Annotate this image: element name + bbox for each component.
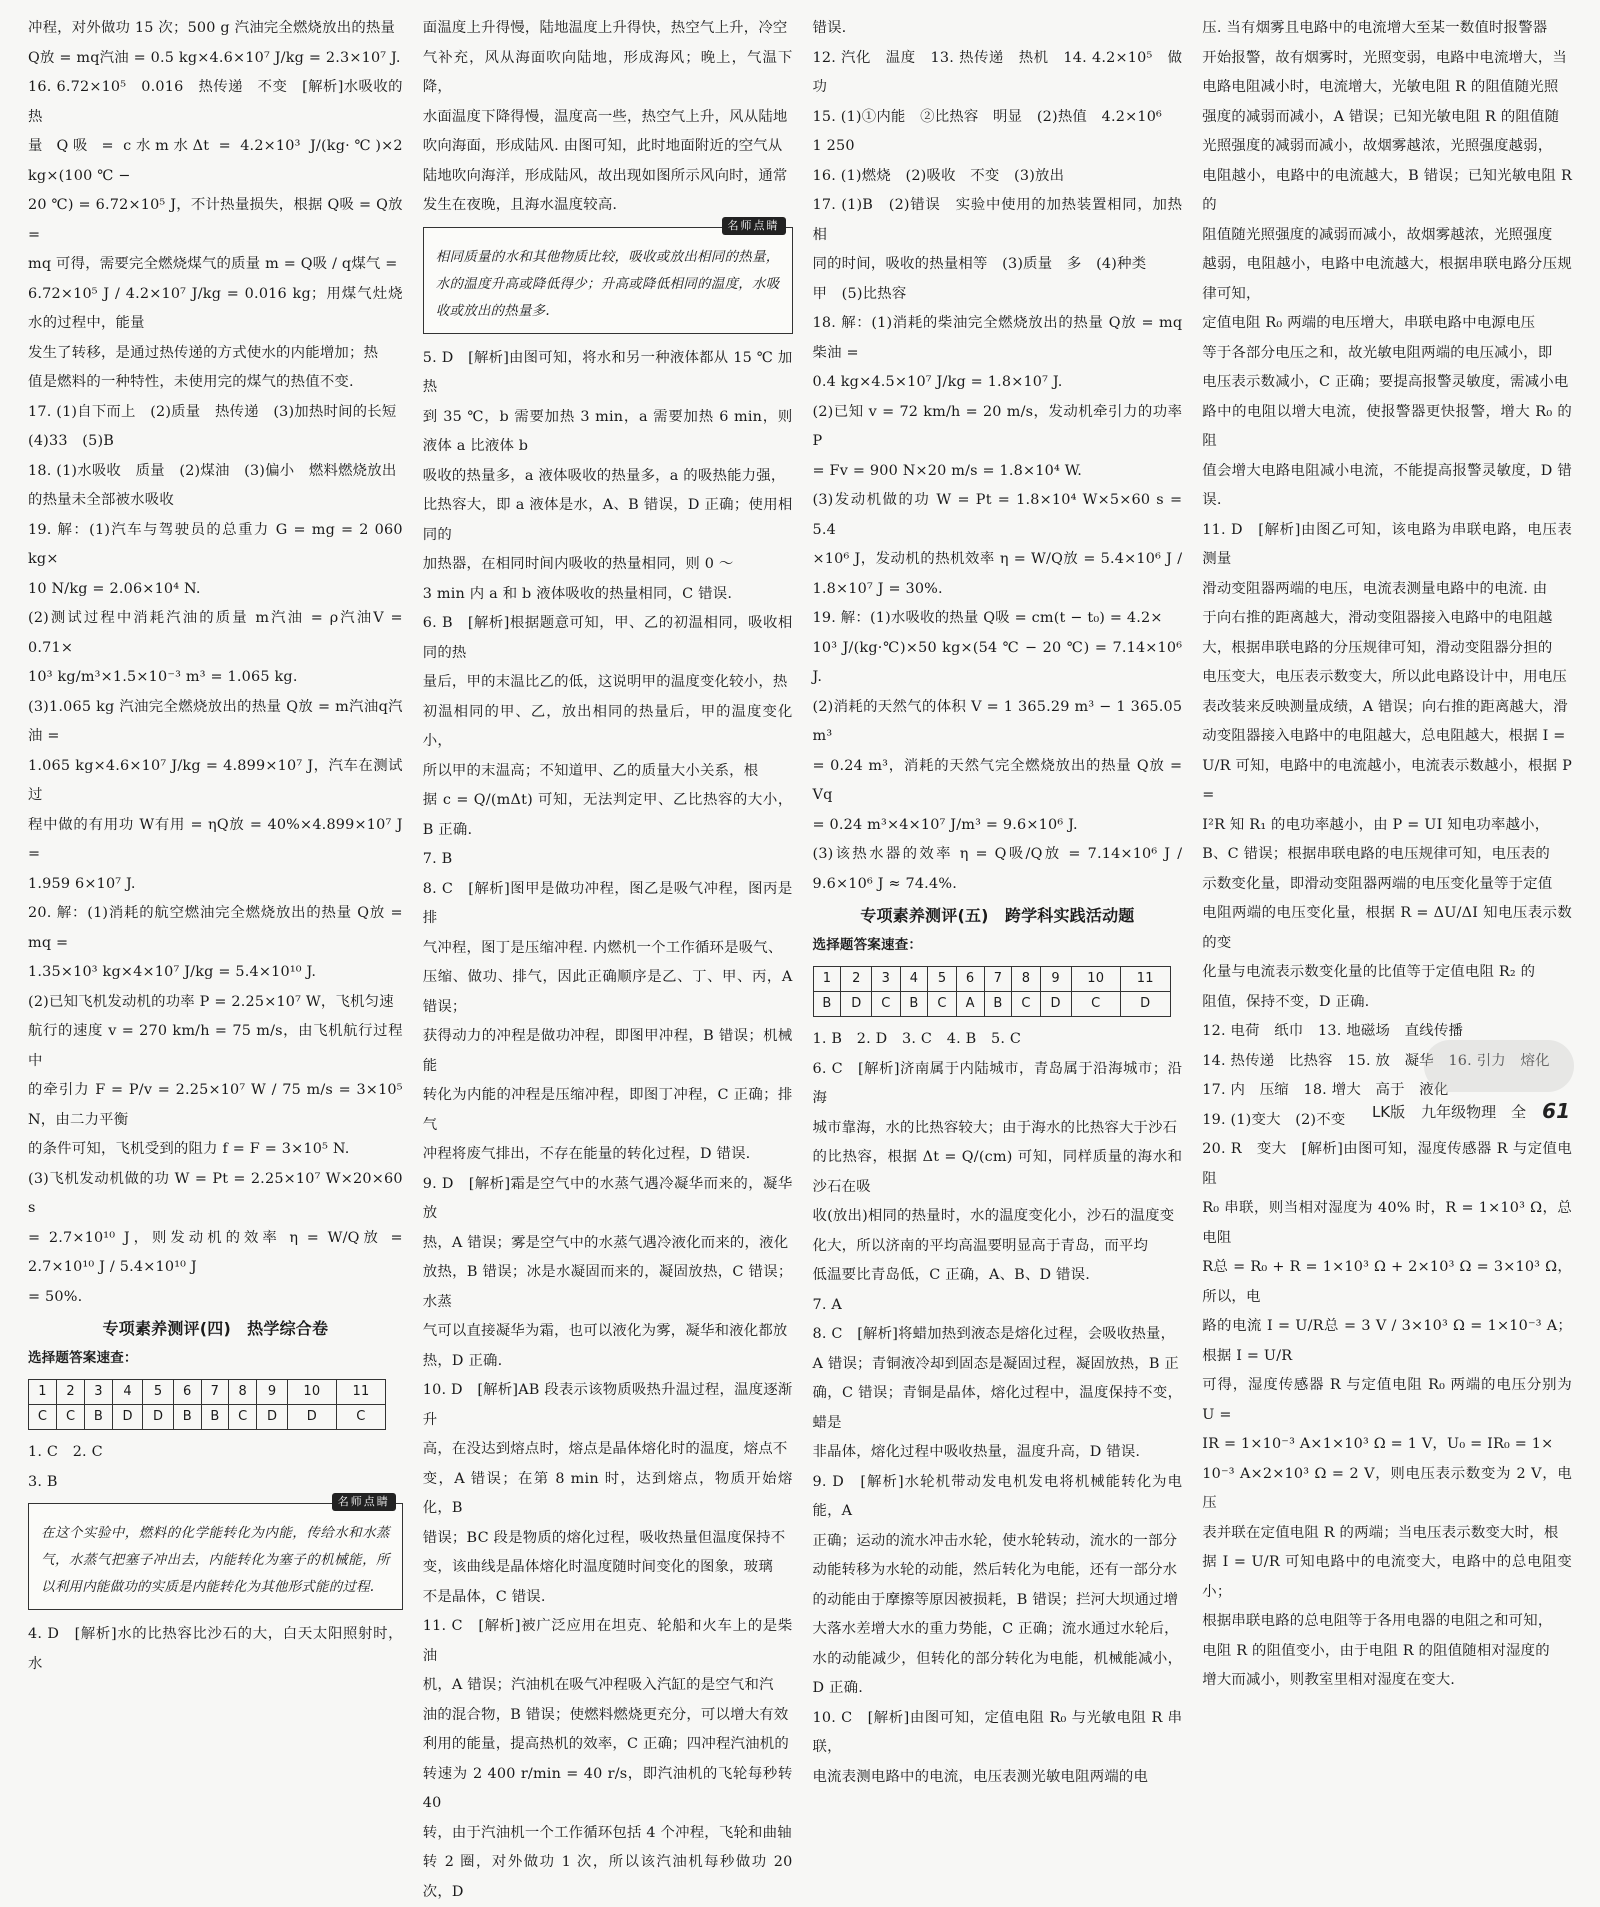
- text-line: 10. C [解析]由图可知，定值电阻 R₀ 与光敏电阻 R 串联，: [813, 1704, 1183, 1763]
- teacher-note-box: [423, 227, 793, 334]
- grid-answer-cell: D: [143, 1405, 174, 1430]
- column-1-text: [28, 14, 403, 1312]
- grid-number-cell: 8: [229, 1380, 257, 1405]
- text-line: I²R 知 R₁ 的电功率越小，由 P = UI 知电功率越小，: [1202, 811, 1572, 841]
- grid-number-cell: 7: [984, 967, 1012, 992]
- text-line: 量 Q吸 = c水m水Δt = 4.2×10³ J/(kg·℃)×2 kg×(100 ℃ −: [28, 132, 403, 191]
- text-line: = 2.7×10¹⁰ J，则发动机的效率 η = W/Q放 = 2.7×10¹⁰ J / 5.4×10¹⁰ J: [28, 1224, 403, 1283]
- grid-answer-cell: C: [1012, 992, 1040, 1017]
- watermark-logo: [1424, 1040, 1574, 1092]
- page-footer: [1372, 1094, 1570, 1128]
- text-line: 7. A: [813, 1291, 1183, 1321]
- text-line: 可得，湿度传感器 R 与定值电阻 R₀ 两端的电压分别为 U =: [1202, 1371, 1572, 1430]
- text-line: (2)已知飞机发动机的功率 P = 2.25×10⁷ W，飞机匀速: [28, 988, 403, 1018]
- grid-answer-cell: C: [57, 1405, 85, 1430]
- text-line: 6. C [解析]济南属于内陆城市，青岛属于沿海城市；沿海: [813, 1055, 1183, 1114]
- grid-answer-cell: B: [201, 1405, 229, 1430]
- text-line: 9. D [解析]霜是空气中的水蒸气遇冷凝华而来的，凝华放: [423, 1170, 793, 1229]
- text-line: 不是晶体，C 错误.: [423, 1583, 793, 1613]
- grid-answer-cell: B: [984, 992, 1012, 1017]
- text-line: 确，C 错误；青铜是晶体，熔化过程中，温度保持不变，蜡是: [813, 1379, 1183, 1438]
- text-line: 面温度上升得慢，陆地温度上升得快，热空气上升，冷空: [423, 14, 793, 44]
- text-line: 化大，所以济南的平均高温要明显高于青岛，而平均: [813, 1232, 1183, 1262]
- text-line: 16. 6.72×10⁵ 0.016 热传递 不变 [解析]水吸收的热: [28, 73, 403, 132]
- text-line: 航行的速度 v = 270 km/h = 75 m/s，由飞机航行过程中: [28, 1017, 403, 1076]
- text-line: 10. D [解析]AB 段表示该物质吸热升温过程，温度逐渐升: [423, 1376, 793, 1435]
- grid-answer-cell: B: [173, 1405, 201, 1430]
- grid-number-cell: 5: [928, 967, 956, 992]
- grid-answer-cell: D: [257, 1405, 288, 1430]
- text-line: 气补充，风从海面吹向陆地，形成海风；晚上，气温下降，: [423, 44, 793, 103]
- text-line: = Fv = 900 N×20 m/s = 1.8×10⁴ W.: [813, 457, 1183, 487]
- text-line: 压缩、做功、排气，因此正确顺序是乙、丁、甲、丙，A 错误；: [423, 963, 793, 1022]
- text-line: 利用的能量，提高热机的效率，C 正确；四冲程汽油机的: [423, 1730, 793, 1760]
- page-number: 61: [1542, 1099, 1570, 1123]
- grid-number-cell: 9: [1040, 967, 1071, 992]
- text-line: 的比热容，根据 Δt = Q/(cm) 可知，同样质量的海水和沙石在吸: [813, 1143, 1183, 1202]
- text-line: B、C 错误；根据串联电路的电压规律可知，电压表的: [1202, 840, 1572, 870]
- text-line: 到 35 ℃，b 需要加热 3 min，a 需要加热 6 min，则液体 a 比液体 b: [423, 403, 793, 462]
- text-line: 11. C [解析]被广泛应用在坦克、轮船和火车上的是柴油: [423, 1612, 793, 1671]
- text-line: 光照强度的减弱而减小，故烟雾越浓，光照强度越弱，: [1202, 132, 1572, 162]
- grid-number-cell: 3: [872, 967, 900, 992]
- column-2-text-top: [423, 14, 793, 221]
- text-line: 于向右推的距离越大，滑动变阻器接入电路中的电阻越: [1202, 604, 1572, 634]
- text-line: Q放 = mq汽油 = 0.5 kg×4.6×10⁷ J/kg = 2.3×10⁷ J.: [28, 44, 403, 74]
- text-line: 动能转移为水轮的动能，然后转化为电能，还有一部分水: [813, 1556, 1183, 1586]
- text-line: 17. 内 压缩 18. 增大 高于 液化: [1202, 1076, 1572, 1106]
- text-line: 10³ kg/m³×1.5×10⁻³ m³ = 1.065 kg.: [28, 663, 403, 693]
- text-line: 动变阻器接入电路中的电阻越大，总电阻越大，根据 I =: [1202, 722, 1572, 752]
- edition-label: LK版: [1372, 1101, 1405, 1122]
- text-line: U/R 可知，电路中的电流越小，电流表示数越小，根据 P =: [1202, 752, 1572, 811]
- text-line: R₀ 串联，则当相对湿度为 40% 时，R = 1×10³ Ω，总电阻: [1202, 1194, 1572, 1253]
- column-3: [803, 14, 1193, 1099]
- text-line: 路中的电阻以增大电流，使报警器更快报警，增大 R₀ 的阻: [1202, 398, 1572, 457]
- grid-answer-cell: D: [1120, 992, 1170, 1017]
- text-line: mq 可得，需要完全燃烧煤气的质量 m = Q吸 / q煤气 =: [28, 250, 403, 280]
- text-line: 5. D [解析]由图可知，将水和另一种液体都从 15 ℃ 加热: [423, 344, 793, 403]
- text-line: 10⁻³ A×2×10³ Ω = 2 V，则电压表示数变为 2 V，电压: [1202, 1460, 1572, 1519]
- text-line: 20. 解：(1)消耗的航空燃油完全燃烧放出的热量 Q放 = mq =: [28, 899, 403, 958]
- grid-number-cell: 3: [85, 1380, 113, 1405]
- grid-number-cell: 8: [1012, 967, 1040, 992]
- grid-answer-cell: A: [956, 992, 984, 1017]
- text-line: 转 2 圈，对外做功 1 次，所以该汽油机每秒做功 20 次，D: [423, 1848, 793, 1907]
- text-line: (3)1.065 kg 汽油完全燃烧放出的热量 Q放 = m汽油q汽油 =: [28, 693, 403, 752]
- text-line: 15. (1)①内能 ②比热容 明显 (2)热值 4.2×10⁶: [813, 103, 1183, 133]
- grid-number-cell: 9: [257, 1380, 288, 1405]
- column-3-text-bottom: [813, 1025, 1183, 1792]
- text-line: 1 250: [813, 132, 1183, 162]
- text-line: 错误.: [813, 14, 1183, 44]
- column-3-text-top: [813, 14, 1183, 899]
- text-line: 定值电阻 R₀ 两端的电压增大，串联电路中电源电压: [1202, 309, 1572, 339]
- note-text: 相同质量的水和其他物质比较，吸收或放出相同的热量，水的温度升高或降低得少；升高或降低相同的温度，水吸收或放出的热量多.: [436, 244, 780, 325]
- text-line: 滑动变阻器两端的电压，电流表测量电路中的电流. 由: [1202, 575, 1572, 605]
- text-line: 强度的减弱而减小，A 错误；已知光敏电阻 R 的阻值随: [1202, 103, 1572, 133]
- text-line: 转速为 2 400 r/min = 40 r/s，即汽油机的飞轮每秒转 40: [423, 1760, 793, 1819]
- text-line: 20 ℃) = 6.72×10⁵ J，不计热量损失，根据 Q吸 = Q放 =: [28, 191, 403, 250]
- text-line: (3)该热水器的效率 η = Q吸/Q放 = 7.14×10⁶ J / 9.6×10⁶ J ≈ 74.4%.: [813, 840, 1183, 899]
- grid-number-cell: 11: [1120, 967, 1170, 992]
- text-line: 电流表测电路中的电流，电压表测光敏电阻两端的电: [813, 1763, 1183, 1793]
- text-line: 阻值随光照强度的减弱而减小，故烟雾越浓，光照强度: [1202, 221, 1572, 251]
- text-line: 获得动力的冲程是做功冲程，即图甲冲程，B 错误；机械能: [423, 1022, 793, 1081]
- text-line: 量后，甲的末温比乙的低，这说明甲的温度变化较小，热: [423, 668, 793, 698]
- note-tag: 名师点睛: [332, 1493, 396, 1511]
- text-line: 19. (1)变大 (2)不变: [1202, 1106, 1572, 1136]
- text-line: 1. C 2. C: [28, 1438, 403, 1468]
- text-line: R总 = R₀ + R = 1×10³ Ω + 2×10³ Ω = 3×10³ Ω，所以，电: [1202, 1253, 1572, 1312]
- text-line: 12. 电荷 纸巾 13. 地磁场 直线传播: [1202, 1017, 1572, 1047]
- text-line: 值是燃料的一种特性，未使用完的煤气的热值不变.: [28, 368, 403, 398]
- grid-answer-cell: C: [229, 1405, 257, 1430]
- text-line: 3. B: [28, 1468, 403, 1498]
- text-line: 压. 当有烟雾且电路中的电流增大至某一数值时报警器: [1202, 14, 1572, 44]
- text-line: 非晶体，熔化过程中吸收热量，温度升高，D 错误.: [813, 1438, 1183, 1468]
- text-line: 根据串联电路的总电阻等于各用电器的电阻之和可知，: [1202, 1607, 1572, 1637]
- text-line: 热，A 错误；雾是空气中的水蒸气遇冷液化而来的，液化: [423, 1229, 793, 1259]
- text-line: = 0.24 m³，消耗的天然气完全燃烧放出的热量 Q放 = Vq: [813, 752, 1183, 811]
- text-line: 19. 解：(1)汽车与驾驶员的总重力 G = mg = 2 060 kg×: [28, 516, 403, 575]
- text-line: 水的动能减少，但转化的部分转化为电能，机械能减小，D 正确.: [813, 1645, 1183, 1704]
- text-line: 的动能由于摩擦等原因被损耗，B 错误；拦河大坝通过增: [813, 1586, 1183, 1616]
- grid-answer-cell: D: [841, 992, 872, 1017]
- text-line: 8. C [解析]图甲是做功冲程，图乙是吸气冲程，图丙是排: [423, 875, 793, 934]
- grid-number-cell: 4: [900, 967, 928, 992]
- grid-number-cell: 1: [29, 1380, 57, 1405]
- grid-number-cell: 7: [201, 1380, 229, 1405]
- text-line: 同的时间，吸收的热量相等 (3)质量 多 (4)种类: [813, 250, 1183, 280]
- text-line: 所以甲的末温高；不知道甲、乙的质量大小关系，根: [423, 757, 793, 787]
- text-line: 放热，B 错误；冰是水凝固而来的，凝固放热，C 错误；水蒸: [423, 1258, 793, 1317]
- grid-number-cell: 4: [112, 1380, 143, 1405]
- text-line: 电阻越小，电路中的电流越大，B 错误；已知光敏电阻 R 的: [1202, 162, 1572, 221]
- text-line: (2)已知 v = 72 km/h = 20 m/s，发动机牵引力的功率 P: [813, 398, 1183, 457]
- section-title-4: 专项素养测评(四) 热学综合卷: [28, 1314, 403, 1344]
- text-line: ×10⁶ J，发动机的热机效率 η = W/Q放 = 5.4×10⁶ J / 1.8×10⁷ J = 30%.: [813, 545, 1183, 604]
- text-line: (3)飞机发动机做的功 W = Pt = 2.25×10⁷ W×20×60 s: [28, 1165, 403, 1224]
- text-line: 6. B [解析]根据题意可知，甲、乙的初温相同，吸收相同的热: [423, 609, 793, 668]
- text-line: 电阻两端的电压变化量，根据 R = ΔU/ΔI 知电压表示数的变: [1202, 899, 1572, 958]
- text-line: 3 min 内 a 和 b 液体吸收的热量相同，C 错误.: [423, 580, 793, 610]
- note-text: 在这个实验中，燃料的化学能转化为内能，传给水和水蒸气，水蒸气把塞子冲出去，内能转化为塞子的机械能，所以利用内能做功的实质是内能转化为其他形式能的过程.: [41, 1520, 390, 1601]
- grid-number-cell: 5: [143, 1380, 174, 1405]
- grid-number-cell: 10: [287, 1380, 336, 1405]
- grid-answer-cell: C: [336, 1405, 385, 1430]
- text-line: 油的混合物，B 错误；使燃料燃烧更充分，可以增大有效: [423, 1701, 793, 1731]
- text-line: 气冲程，图丁是压缩冲程. 内燃机一个工作循环是吸气、: [423, 934, 793, 964]
- text-line: 陆地吹向海洋，形成陆风，故出现如图所示风向时，通常: [423, 162, 793, 192]
- text-line: 越弱，电阻越小，电路中电流越大，根据串联电路分压规律可知，: [1202, 250, 1572, 309]
- text-line: 增大而减小，则教室里相对湿度在变大.: [1202, 1666, 1572, 1696]
- text-line: 发生了转移，是通过热传递的方式使水的内能增加；热: [28, 339, 403, 369]
- text-line: 热，D 正确.: [423, 1347, 793, 1377]
- grid-number-cell: 6: [173, 1380, 201, 1405]
- text-line: 18. 解：(1)消耗的柴油完全燃烧放出的热量 Q放 = mq柴油 =: [813, 309, 1183, 368]
- grid-number-cell: 2: [57, 1380, 85, 1405]
- grid-number-cell: 10: [1071, 967, 1120, 992]
- text-line: 城市靠海，水的比热容较大；由于海水的比热容大于沙石: [813, 1114, 1183, 1144]
- teacher-note-box: [28, 1503, 403, 1610]
- answer-grid-label: 选择题答案速查：: [28, 1344, 403, 1374]
- text-line: 16. (1)燃烧 (2)吸收 不变 (3)放出: [813, 162, 1183, 192]
- column-4-text: [1202, 14, 1572, 1696]
- text-line: 吹向海面，形成陆风. 由图可知，此时地面附近的空气从: [423, 132, 793, 162]
- text-line: 的条件可知，飞机受到的阻力 f = F = 3×10⁵ N.: [28, 1135, 403, 1165]
- text-line: 收(放出)相同的热量时，水的温度变化小，沙石的温度变: [813, 1202, 1183, 1232]
- grid-number-cell: 1: [813, 967, 841, 992]
- text-line: 0.4 kg×4.5×10⁷ J/kg = 1.8×10⁷ J.: [813, 368, 1183, 398]
- note-tag: 名师点睛: [722, 217, 786, 235]
- text-line: A 错误；青铜液冷却到固态是凝固过程，凝固放热，B 正: [813, 1350, 1183, 1380]
- text-line: 加热器，在相同时间内吸收的热量相同，则 0 ～: [423, 550, 793, 580]
- text-line: 变，A 错误；在第 8 min 时，达到熔点，物质开始熔化，B: [423, 1465, 793, 1524]
- text-line: = 0.24 m³×4×10⁷ J/m³ = 9.6×10⁶ J.: [813, 811, 1183, 841]
- grid-answer-cell: D: [112, 1405, 143, 1430]
- text-line: = 50%.: [28, 1283, 403, 1313]
- text-line: 低温要比青岛低，C 正确，A、B、D 错误.: [813, 1261, 1183, 1291]
- book-label: 九年级物理 全: [1421, 1101, 1526, 1122]
- text-line: 17. (1)自下而上 (2)质量 热传递 (3)加热时间的长短: [28, 398, 403, 428]
- text-line: 20. R 变大 [解析]由图可知，湿度传感器 R 与定值电阻: [1202, 1135, 1572, 1194]
- text-line: 据 I = U/R 可知电路中的电流变大，电路中的总电阻变小；: [1202, 1548, 1572, 1607]
- text-line: 化量与电流表示数变化量的比值等于定值电阻 R₂ 的: [1202, 958, 1572, 988]
- text-line: 12. 汽化 温度 13. 热传递 热机 14. 4.2×10⁵ 做功: [813, 44, 1183, 103]
- text-line: 示数变化量，即滑动变阻器两端的电压变化量等于定值: [1202, 870, 1572, 900]
- text-line: 气可以直接凝华为霜，也可以液化为雾，凝华和液化都放: [423, 1317, 793, 1347]
- grid-answer-cell: B: [813, 992, 841, 1017]
- grid-answer-cell: B: [900, 992, 928, 1017]
- column-2: [413, 14, 803, 1099]
- text-line: 19. 解：(1)水吸收的热量 Q吸 = cm(t − t₀) = 4.2×: [813, 604, 1183, 634]
- column-1: [18, 14, 413, 1099]
- text-line: 1.065 kg×4.6×10⁷ J/kg = 4.899×10⁷ J，汽车在测试过: [28, 752, 403, 811]
- text-line: 7. B: [423, 845, 793, 875]
- text-line: 8. C [解析]将蜡加热到液态是熔化过程，会吸收热量，: [813, 1320, 1183, 1350]
- text-line: (2)消耗的天然气的体积 V = 1 365.29 m³ − 1 365.05 m³: [813, 693, 1183, 752]
- text-line: 发生在夜晚，且海水温度较高.: [423, 191, 793, 221]
- text-line: 14. 热传递 比热容 15. 放 凝华 16. 引力 熔化: [1202, 1047, 1572, 1077]
- text-line: 电阻 R 的阻值变小，由于电阻 R 的阻值随相对湿度的: [1202, 1637, 1572, 1667]
- text-line: 变，该曲线是晶体熔化时温度随时间变化的图象，玻璃: [423, 1553, 793, 1583]
- text-line: 转，由于汽油机一个工作循环包括 4 个冲程，飞轮和曲轴: [423, 1819, 793, 1849]
- text-line: 18. (1)水吸收 质量 (2)煤油 (3)偏小 燃料燃烧放出: [28, 457, 403, 487]
- text-line: 11. D [解析]由图乙可知，该电路为串联电路，电压表测量: [1202, 516, 1572, 575]
- text-line: 开始报警，故有烟雾时，光照变弱，电路中电流增大，当: [1202, 44, 1572, 74]
- text-line: 水面温度下降得慢，温度高一些，热空气上升，风从陆地: [423, 103, 793, 133]
- text-line: 冲程将废气排出，不存在能量的转化过程，D 错误.: [423, 1140, 793, 1170]
- text-line: 1. B 2. D 3. C 4. B 5. C: [813, 1025, 1183, 1055]
- text-line: 4. D [解析]水的比热容比沙石的大，白天太阳照射时，水: [28, 1620, 403, 1679]
- section-title-5: 专项素养测评(五) 跨学科实践活动题: [813, 901, 1183, 931]
- text-line: 电路电阻减小时，电流增大，光敏电阻 R 的阻值随光照: [1202, 73, 1572, 103]
- grid-answer-cell: B: [85, 1405, 113, 1430]
- text-line: IR = 1×10⁻³ A×1×10³ Ω = 1 V，U₀ = IR₀ = 1×: [1202, 1430, 1572, 1460]
- text-line: 9. D [解析]水轮机带动发电机发电将机械能转化为电能，A: [813, 1468, 1183, 1527]
- text-line: 转化为内能的冲程是压缩冲程，即图丁冲程，C 正确；排气: [423, 1081, 793, 1140]
- text-line: 比热容大，即 a 液体是水，A、B 错误，D 正确；使用相同的: [423, 491, 793, 550]
- grid-number-cell: 11: [336, 1380, 385, 1405]
- text-line: 10³ J/(kg·℃)×50 kg×(54 ℃ − 20 ℃) = 7.14×10⁶ J.: [813, 634, 1183, 693]
- text-line: 阻值，保持不变，D 正确.: [1202, 988, 1572, 1018]
- text-line: 表并联在定值电阻 R 的两端；当电压表示数变大时，根: [1202, 1519, 1572, 1549]
- text-line: 等于各部分电压之和，故光敏电阻两端的电压减小，即: [1202, 339, 1572, 369]
- text-line: 吸收的热量多，a 液体吸收的热量多，a 的吸热能力强，: [423, 462, 793, 492]
- text-line: 甲 (5)比热容: [813, 280, 1183, 310]
- text-line: 6.72×10⁵ J / 4.2×10⁷ J/kg = 0.016 kg；用煤气灶烧水的过程中，能量: [28, 280, 403, 339]
- text-line: 值会增大电路电阻减小电流，不能提高报警灵敏度，D 错误.: [1202, 457, 1572, 516]
- text-line: 大落水差增大水的重力势能，C 正确；流水通过水轮后，: [813, 1615, 1183, 1645]
- text-line: 错误；BC 段是物质的熔化过程，吸收热量但温度保持不: [423, 1524, 793, 1554]
- grid-answer-cell: C: [1071, 992, 1120, 1017]
- text-line: 的热量未全部被水吸收: [28, 486, 403, 516]
- text-line: 1.35×10³ kg×4×10⁷ J/kg = 5.4×10¹⁰ J.: [28, 958, 403, 988]
- grid-answer-cell: D: [287, 1405, 336, 1430]
- text-line: (4)33 (5)B: [28, 427, 403, 457]
- grid-answer-cell: C: [29, 1405, 57, 1430]
- text-line: 据 c = Q/(mΔt) 可知，无法判定甲、乙比热容的大小，B 正确.: [423, 786, 793, 845]
- grid-number-cell: 2: [841, 967, 872, 992]
- text-line: 大，根据串联电路的分压规律可知，滑动变阻器分担的: [1202, 634, 1572, 664]
- text-line: 初温相同的甲、乙，放出相同的热量后，甲的温度变化小，: [423, 698, 793, 757]
- grid-answer-cell: C: [872, 992, 900, 1017]
- text-line: 电压变大，电压表示数变大，所以此电路设计中，用电压: [1202, 663, 1572, 693]
- text-line: (2)测试过程中消耗汽油的质量 m汽油 = ρ汽油V = 0.71×: [28, 604, 403, 663]
- text-line: (3)发动机做的功 W = Pt = 1.8×10⁴ W×5×60 s = 5.4: [813, 486, 1183, 545]
- text-line: 机，A 错误；汽油机在吸气冲程吸入汽缸的是空气和汽: [423, 1671, 793, 1701]
- text-line: 程中做的有用功 W有用 = ηQ放 = 40%×4.899×10⁷ J =: [28, 811, 403, 870]
- grid-number-cell: 6: [956, 967, 984, 992]
- text-line: 路的电流 I = U/R总 = 3 V / 3×10³ Ω = 1×10⁻³ A；根据 I = U/R: [1202, 1312, 1572, 1371]
- text-line: 1.959 6×10⁷ J.: [28, 870, 403, 900]
- text-line: 正确；运动的流水冲击水轮，使水轮转动，流水的一部分: [813, 1527, 1183, 1557]
- column-1-after-grid: [28, 1438, 403, 1497]
- column-4: [1192, 14, 1582, 1099]
- text-line: 17. (1)B (2)错误 实验中使用的加热装置相同，加热相: [813, 191, 1183, 250]
- text-line: 冲程，对外做功 15 次；500 g 汽油完全燃烧放出的热量: [28, 14, 403, 44]
- text-line: 的牵引力 F = P/v = 2.25×10⁷ W / 75 m/s = 3×10⁵ N，由二力平衡: [28, 1076, 403, 1135]
- text-line: 高，在没达到熔点时，熔点是晶体熔化时的温度，熔点不: [423, 1435, 793, 1465]
- grid-answer-cell: C: [928, 992, 956, 1017]
- answer-grid-4: [28, 1379, 386, 1430]
- text-line: 表改装来反映测量成绩，A 错误；向右推的距离越大，滑: [1202, 693, 1572, 723]
- column-2-text-bottom: [423, 344, 793, 1907]
- grid-answer-cell: D: [1040, 992, 1071, 1017]
- answer-grid-label: 选择题答案速查：: [813, 931, 1183, 961]
- text-line: 电压表示数减小，C 正确；要提高报警灵敏度，需减小电: [1202, 368, 1572, 398]
- text-line: 10 N/kg = 2.06×10⁴ N.: [28, 575, 403, 605]
- answer-grid-5: [813, 966, 1171, 1017]
